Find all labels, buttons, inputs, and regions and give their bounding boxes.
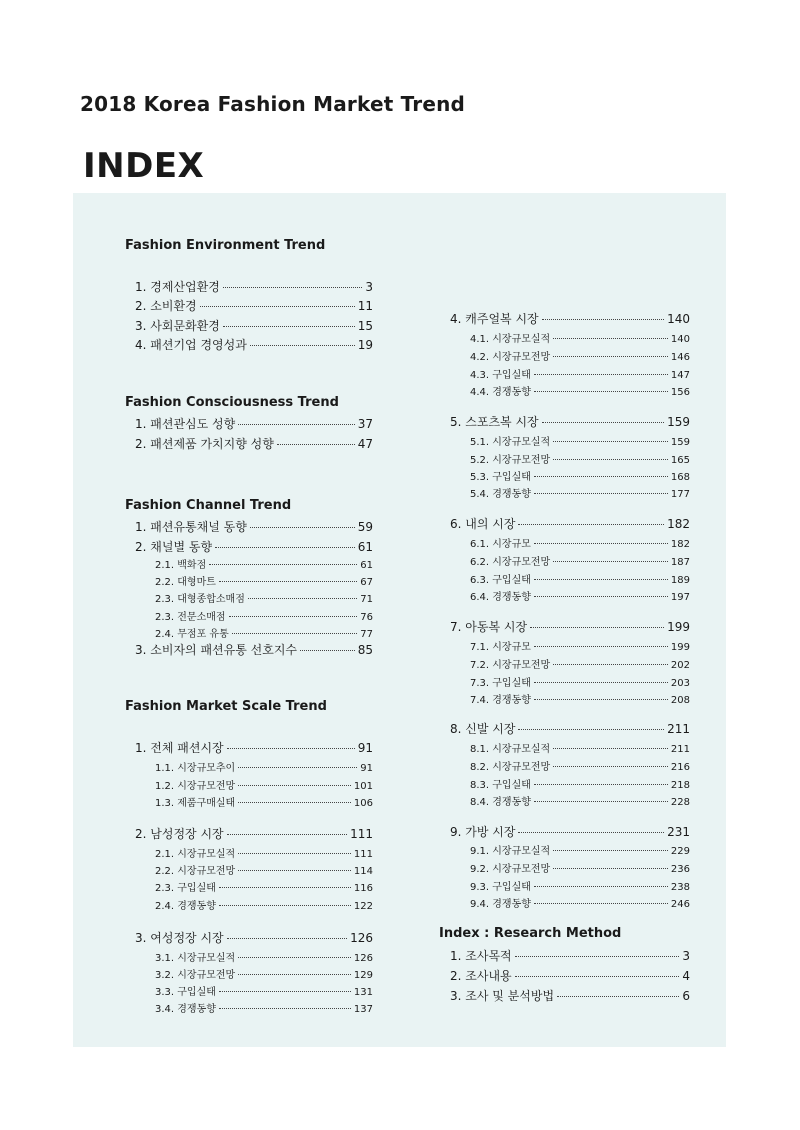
dot-leader bbox=[534, 476, 668, 477]
toc-entry-page: 114 bbox=[353, 866, 373, 877]
toc-entry-page: 238 bbox=[670, 882, 690, 893]
dot-leader bbox=[200, 306, 355, 307]
toc-entry bbox=[470, 842, 690, 857]
toc-entry-label: 1.1. 시장규모추이 bbox=[155, 763, 236, 774]
dot-leader bbox=[534, 801, 668, 802]
toc-entry bbox=[470, 383, 690, 398]
toc-entry bbox=[155, 1000, 373, 1015]
dot-leader bbox=[223, 287, 363, 288]
toc-entry bbox=[155, 625, 373, 640]
toc-entry-label: 2.1. 시장규모실적 bbox=[155, 849, 236, 860]
toc-entry-page: 146 bbox=[670, 352, 690, 363]
toc-entry bbox=[470, 656, 690, 671]
toc-entry-label: 2.3. 대형종합소매점 bbox=[155, 594, 245, 605]
toc-entry-page: 228 bbox=[670, 797, 690, 808]
toc-entry bbox=[450, 618, 690, 635]
dot-leader bbox=[553, 748, 668, 749]
dot-leader bbox=[534, 886, 668, 887]
toc-entry-label: 7.1. 시장규모 bbox=[470, 642, 531, 653]
toc-entry bbox=[470, 776, 690, 791]
toc-entry bbox=[155, 845, 373, 860]
toc-entry-label: 2.2. 시장규모전망 bbox=[155, 866, 236, 877]
toc-entry-label: 2. 남성정장 시장 bbox=[135, 827, 224, 841]
toc-entry-page: 3 bbox=[682, 949, 690, 963]
toc-entry-page: 67 bbox=[360, 577, 373, 588]
dot-leader bbox=[238, 870, 351, 871]
toc-entry bbox=[135, 641, 373, 658]
toc-entry-page: 231 bbox=[667, 825, 690, 839]
toc-entry bbox=[135, 435, 373, 452]
toc-entry bbox=[450, 720, 690, 737]
toc-entry-label: 2.3. 전문소매점 bbox=[155, 612, 226, 623]
dot-leader bbox=[542, 422, 664, 423]
dot-leader bbox=[232, 633, 358, 634]
toc-entry-page: 61 bbox=[360, 560, 373, 571]
toc-entry-label: 1. 전체 패션시장 bbox=[135, 741, 224, 755]
dot-leader bbox=[530, 627, 664, 628]
toc-entry bbox=[470, 433, 690, 448]
toc-entry-page: 218 bbox=[670, 780, 690, 791]
toc-entry bbox=[155, 949, 373, 964]
dot-leader bbox=[300, 650, 355, 651]
toc-entry bbox=[470, 895, 690, 910]
toc-entry-label: 4. 패션기업 경영성과 bbox=[135, 338, 247, 352]
toc-entry bbox=[135, 278, 373, 295]
toc-entry bbox=[450, 967, 690, 984]
dot-leader bbox=[238, 957, 351, 958]
toc-entry-label: 1.3. 제품구매실태 bbox=[155, 798, 236, 809]
toc-entry-page: 168 bbox=[670, 472, 690, 483]
section-heading: Fashion Environment Trend bbox=[125, 238, 326, 253]
toc-entry-page: 182 bbox=[670, 539, 690, 550]
toc-entry bbox=[155, 573, 373, 588]
dot-leader bbox=[553, 338, 668, 339]
toc-entry-label: 8.1. 시장규모실적 bbox=[470, 744, 551, 755]
toc-entry-label: 7.3. 구입실태 bbox=[470, 678, 531, 689]
dot-leader bbox=[238, 767, 357, 768]
dot-leader bbox=[534, 374, 668, 375]
toc-entry-label: 4.1. 시장규모실적 bbox=[470, 334, 551, 345]
toc-entry-page: 37 bbox=[357, 417, 373, 431]
toc-entry-label: 3. 여성정장 시장 bbox=[135, 931, 224, 945]
toc-entry bbox=[470, 553, 690, 568]
toc-entry bbox=[155, 777, 373, 792]
toc-entry bbox=[135, 518, 373, 535]
section-heading: Fashion Channel Trend bbox=[125, 498, 292, 513]
toc-entry-label: 2.3. 구입실태 bbox=[155, 883, 216, 894]
toc-entry-label: 6.3. 구입실태 bbox=[470, 575, 531, 586]
dot-leader bbox=[219, 1008, 351, 1009]
toc-entry-page: 140 bbox=[667, 312, 690, 326]
toc-entry-label: 6. 내의 시장 bbox=[450, 517, 516, 531]
dot-leader bbox=[219, 581, 357, 582]
toc-entry bbox=[135, 739, 373, 756]
toc-entry-page: 19 bbox=[357, 338, 373, 352]
toc-entry-label: 3.4. 경쟁동향 bbox=[155, 1004, 216, 1015]
dot-leader bbox=[277, 444, 355, 445]
toc-entry bbox=[135, 297, 373, 314]
toc-entry-label: 5. 스포츠복 시장 bbox=[450, 415, 539, 429]
dot-leader bbox=[518, 524, 664, 525]
toc-entry bbox=[470, 468, 690, 483]
toc-entry-page: 91 bbox=[357, 741, 373, 755]
toc-entry-page: 101 bbox=[353, 781, 373, 792]
toc-entry-page: 202 bbox=[670, 660, 690, 671]
toc-entry bbox=[155, 983, 373, 998]
toc-entry bbox=[470, 740, 690, 755]
dot-leader bbox=[553, 664, 668, 665]
dot-leader bbox=[553, 850, 668, 851]
toc-entry-label: 2. 패션제품 가치지향 성향 bbox=[135, 437, 274, 451]
toc-entry bbox=[155, 897, 373, 912]
toc-entry-page: 199 bbox=[670, 642, 690, 653]
toc-entry bbox=[450, 515, 690, 532]
toc-entry-page: 216 bbox=[670, 762, 690, 773]
toc-entry-page: 11 bbox=[357, 299, 373, 313]
toc-entry-page: 71 bbox=[360, 594, 373, 605]
toc-entry-page: 126 bbox=[350, 931, 373, 945]
dot-leader bbox=[515, 956, 680, 957]
toc-entry-page: 182 bbox=[667, 517, 690, 531]
dot-leader bbox=[248, 598, 357, 599]
dot-leader bbox=[534, 699, 668, 700]
toc-entry bbox=[470, 758, 690, 773]
toc-entry-label: 8.2. 시장규모전망 bbox=[470, 762, 551, 773]
dot-leader bbox=[557, 996, 679, 997]
toc-entry-page: 116 bbox=[353, 883, 373, 894]
toc-entry-label: 2.4. 경쟁동향 bbox=[155, 901, 216, 912]
toc-entry-label: 9.3. 구입실태 bbox=[470, 882, 531, 893]
toc-entry-page: 147 bbox=[670, 370, 690, 381]
dot-leader bbox=[518, 729, 664, 730]
toc-entry bbox=[135, 317, 373, 334]
toc-entry-label: 3. 사회문화환경 bbox=[135, 319, 220, 333]
toc-entry-label: 5.4. 경쟁동향 bbox=[470, 489, 531, 500]
toc-entry bbox=[135, 538, 373, 555]
toc-entry-page: 199 bbox=[667, 620, 690, 634]
toc-entry-label: 2. 채널별 동향 bbox=[135, 540, 213, 554]
dot-leader bbox=[515, 976, 680, 977]
toc-entry bbox=[135, 929, 373, 946]
dot-leader bbox=[553, 868, 668, 869]
toc-entry-page: 159 bbox=[670, 437, 690, 448]
toc-entry bbox=[155, 966, 373, 981]
toc-entry-page: 3 bbox=[365, 280, 373, 294]
dot-leader bbox=[250, 527, 355, 528]
toc-entry-page: 47 bbox=[357, 437, 373, 451]
toc-entry-label: 3. 소비자의 패션유통 선호지수 bbox=[135, 643, 297, 657]
dot-leader bbox=[534, 646, 668, 647]
toc-entry-page: 126 bbox=[353, 953, 373, 964]
toc-entry bbox=[450, 310, 690, 327]
toc-entry-label: 7. 아동복 시장 bbox=[450, 620, 528, 634]
dot-leader bbox=[227, 834, 347, 835]
toc-entry bbox=[470, 571, 690, 586]
toc-entry-label: 9.4. 경쟁동향 bbox=[470, 899, 531, 910]
section-heading: Fashion Consciousness Trend bbox=[125, 395, 339, 410]
toc-entry bbox=[450, 947, 690, 964]
toc-entry-label: 2.1. 백화점 bbox=[155, 560, 207, 571]
toc-entry-page: 229 bbox=[670, 846, 690, 857]
dot-leader bbox=[219, 905, 351, 906]
toc-entry bbox=[155, 862, 373, 877]
toc-entry-label: 9.2. 시장규모전망 bbox=[470, 864, 551, 875]
dot-leader bbox=[223, 326, 355, 327]
toc-panel bbox=[73, 193, 726, 1047]
toc-entry-page: 189 bbox=[670, 575, 690, 586]
toc-entry-page: 4 bbox=[682, 969, 690, 983]
dot-leader bbox=[238, 974, 351, 975]
dot-leader bbox=[229, 616, 358, 617]
dot-leader bbox=[534, 493, 668, 494]
dot-leader bbox=[238, 785, 351, 786]
dot-leader bbox=[238, 802, 351, 803]
toc-entry-page: 236 bbox=[670, 864, 690, 875]
toc-entry bbox=[135, 415, 373, 432]
dot-leader bbox=[518, 832, 664, 833]
toc-entry-page: 61 bbox=[357, 540, 373, 554]
toc-entry bbox=[470, 451, 690, 466]
toc-entry-label: 6.2. 시장규모전망 bbox=[470, 557, 551, 568]
dot-leader bbox=[534, 543, 668, 544]
toc-entry bbox=[135, 825, 373, 842]
toc-entry-page: 106 bbox=[353, 798, 373, 809]
toc-entry-page: 111 bbox=[353, 849, 373, 860]
toc-entry bbox=[470, 860, 690, 875]
toc-entry bbox=[155, 759, 373, 774]
toc-entry-label: 2.2. 대형마트 bbox=[155, 577, 216, 588]
toc-entry-label: 1. 패션관심도 성향 bbox=[135, 417, 236, 431]
toc-entry-page: 159 bbox=[667, 415, 690, 429]
dot-leader bbox=[542, 319, 664, 320]
toc-entry-label: 4.3. 구입실태 bbox=[470, 370, 531, 381]
toc-entry-page: 91 bbox=[360, 763, 373, 774]
toc-entry-label: 4.2. 시장규모전망 bbox=[470, 352, 551, 363]
toc-entry bbox=[450, 823, 690, 840]
dot-leader bbox=[227, 748, 355, 749]
toc-entry-page: 211 bbox=[670, 744, 690, 755]
dot-leader bbox=[534, 682, 668, 683]
toc-entry-label: 2.4. 무점포 유통 bbox=[155, 629, 229, 640]
dot-leader bbox=[219, 991, 351, 992]
section-heading: Index : Research Method bbox=[439, 926, 622, 941]
toc-entry-label: 3.1. 시장규모실적 bbox=[155, 953, 236, 964]
toc-entry bbox=[470, 535, 690, 550]
toc-entry-label: 1. 조사목적 bbox=[450, 949, 512, 963]
toc-entry-label: 5.2. 시장규모전망 bbox=[470, 455, 551, 466]
toc-entry-page: 203 bbox=[670, 678, 690, 689]
dot-leader bbox=[553, 459, 668, 460]
dot-leader bbox=[553, 441, 668, 442]
toc-entry bbox=[155, 794, 373, 809]
toc-entry-label: 9. 가방 시장 bbox=[450, 825, 516, 839]
toc-entry-label: 1. 경제산업환경 bbox=[135, 280, 220, 294]
toc-entry-label: 1.2. 시장규모전망 bbox=[155, 781, 236, 792]
toc-entry-page: 156 bbox=[670, 387, 690, 398]
toc-entry-label: 3.2. 시장규모전망 bbox=[155, 970, 236, 981]
toc-entry-label: 2. 소비환경 bbox=[135, 299, 197, 313]
dot-leader bbox=[553, 356, 668, 357]
dot-leader bbox=[238, 853, 351, 854]
toc-entry-page: 211 bbox=[667, 722, 690, 736]
toc-entry-label: 6.1. 시장규모 bbox=[470, 539, 531, 550]
toc-entry-page: 59 bbox=[357, 520, 373, 534]
toc-entry-label: 7.4. 경쟁동향 bbox=[470, 695, 531, 706]
toc-entry bbox=[470, 674, 690, 689]
dot-leader bbox=[227, 938, 347, 939]
document-title: 2018 Korea Fashion Market Trend bbox=[80, 92, 466, 116]
dot-leader bbox=[238, 424, 354, 425]
toc-entry-label: 3.3. 구입실태 bbox=[155, 987, 216, 998]
toc-entry bbox=[450, 987, 690, 1004]
toc-entry-page: 77 bbox=[360, 629, 373, 640]
toc-entry-label: 5.1. 시장규모실적 bbox=[470, 437, 551, 448]
toc-entry-page: 15 bbox=[357, 319, 373, 333]
toc-entry-label: 5.3. 구입실태 bbox=[470, 472, 531, 483]
toc-entry-page: 246 bbox=[670, 899, 690, 910]
toc-entry bbox=[470, 638, 690, 653]
toc-entry bbox=[470, 366, 690, 381]
dot-leader bbox=[534, 579, 668, 580]
toc-entry bbox=[470, 348, 690, 363]
toc-entry-label: 1. 패션유통채널 동향 bbox=[135, 520, 247, 534]
toc-entry bbox=[470, 330, 690, 345]
toc-entry-label: 4. 캐주얼복 시장 bbox=[450, 312, 539, 326]
toc-entry-label: 2. 조사내용 bbox=[450, 969, 512, 983]
toc-entry-page: 131 bbox=[353, 987, 373, 998]
toc-entry-label: 7.2. 시장규모전망 bbox=[470, 660, 551, 671]
toc-entry bbox=[470, 793, 690, 808]
toc-entry-page: 6 bbox=[682, 989, 690, 1003]
toc-entry-label: 6.4. 경쟁동향 bbox=[470, 592, 531, 603]
toc-entry-page: 187 bbox=[670, 557, 690, 568]
section-heading: Fashion Market Scale Trend bbox=[125, 699, 327, 714]
toc-entry bbox=[155, 879, 373, 894]
toc-entry bbox=[155, 608, 373, 623]
toc-entry bbox=[470, 691, 690, 706]
dot-leader bbox=[553, 561, 668, 562]
toc-entry-page: 111 bbox=[350, 827, 373, 841]
toc-entry-label: 9.1. 시장규모실적 bbox=[470, 846, 551, 857]
toc-entry-label: 8.4. 경쟁동향 bbox=[470, 797, 531, 808]
toc-entry bbox=[470, 485, 690, 500]
toc-entry bbox=[470, 588, 690, 603]
toc-entry-page: 140 bbox=[670, 334, 690, 345]
dot-leader bbox=[534, 784, 668, 785]
toc-entry-page: 129 bbox=[353, 970, 373, 981]
toc-entry bbox=[470, 878, 690, 893]
index-heading: INDEX bbox=[83, 146, 205, 186]
toc-entry bbox=[135, 336, 373, 353]
toc-entry-page: 165 bbox=[670, 455, 690, 466]
toc-entry-label: 8. 신발 시장 bbox=[450, 722, 516, 736]
toc-entry-label: 3. 조사 및 분석방법 bbox=[450, 989, 555, 1003]
toc-entry-page: 197 bbox=[670, 592, 690, 603]
dot-leader bbox=[534, 903, 668, 904]
toc-entry-page: 85 bbox=[357, 643, 373, 657]
toc-entry bbox=[450, 413, 690, 430]
toc-entry-page: 76 bbox=[360, 612, 373, 623]
toc-entry bbox=[155, 590, 373, 605]
toc-entry bbox=[155, 556, 373, 571]
dot-leader bbox=[219, 887, 351, 888]
dot-leader bbox=[215, 547, 355, 548]
dot-leader bbox=[553, 766, 668, 767]
dot-leader bbox=[534, 391, 668, 392]
dot-leader bbox=[250, 345, 355, 346]
toc-entry-label: 4.4. 경쟁동향 bbox=[470, 387, 531, 398]
toc-entry-page: 177 bbox=[670, 489, 690, 500]
dot-leader bbox=[534, 596, 668, 597]
toc-entry-page: 122 bbox=[353, 901, 373, 912]
toc-entry-page: 208 bbox=[670, 695, 690, 706]
dot-leader bbox=[209, 564, 357, 565]
toc-entry-label: 8.3. 구입실태 bbox=[470, 780, 531, 791]
toc-entry-page: 137 bbox=[353, 1004, 373, 1015]
